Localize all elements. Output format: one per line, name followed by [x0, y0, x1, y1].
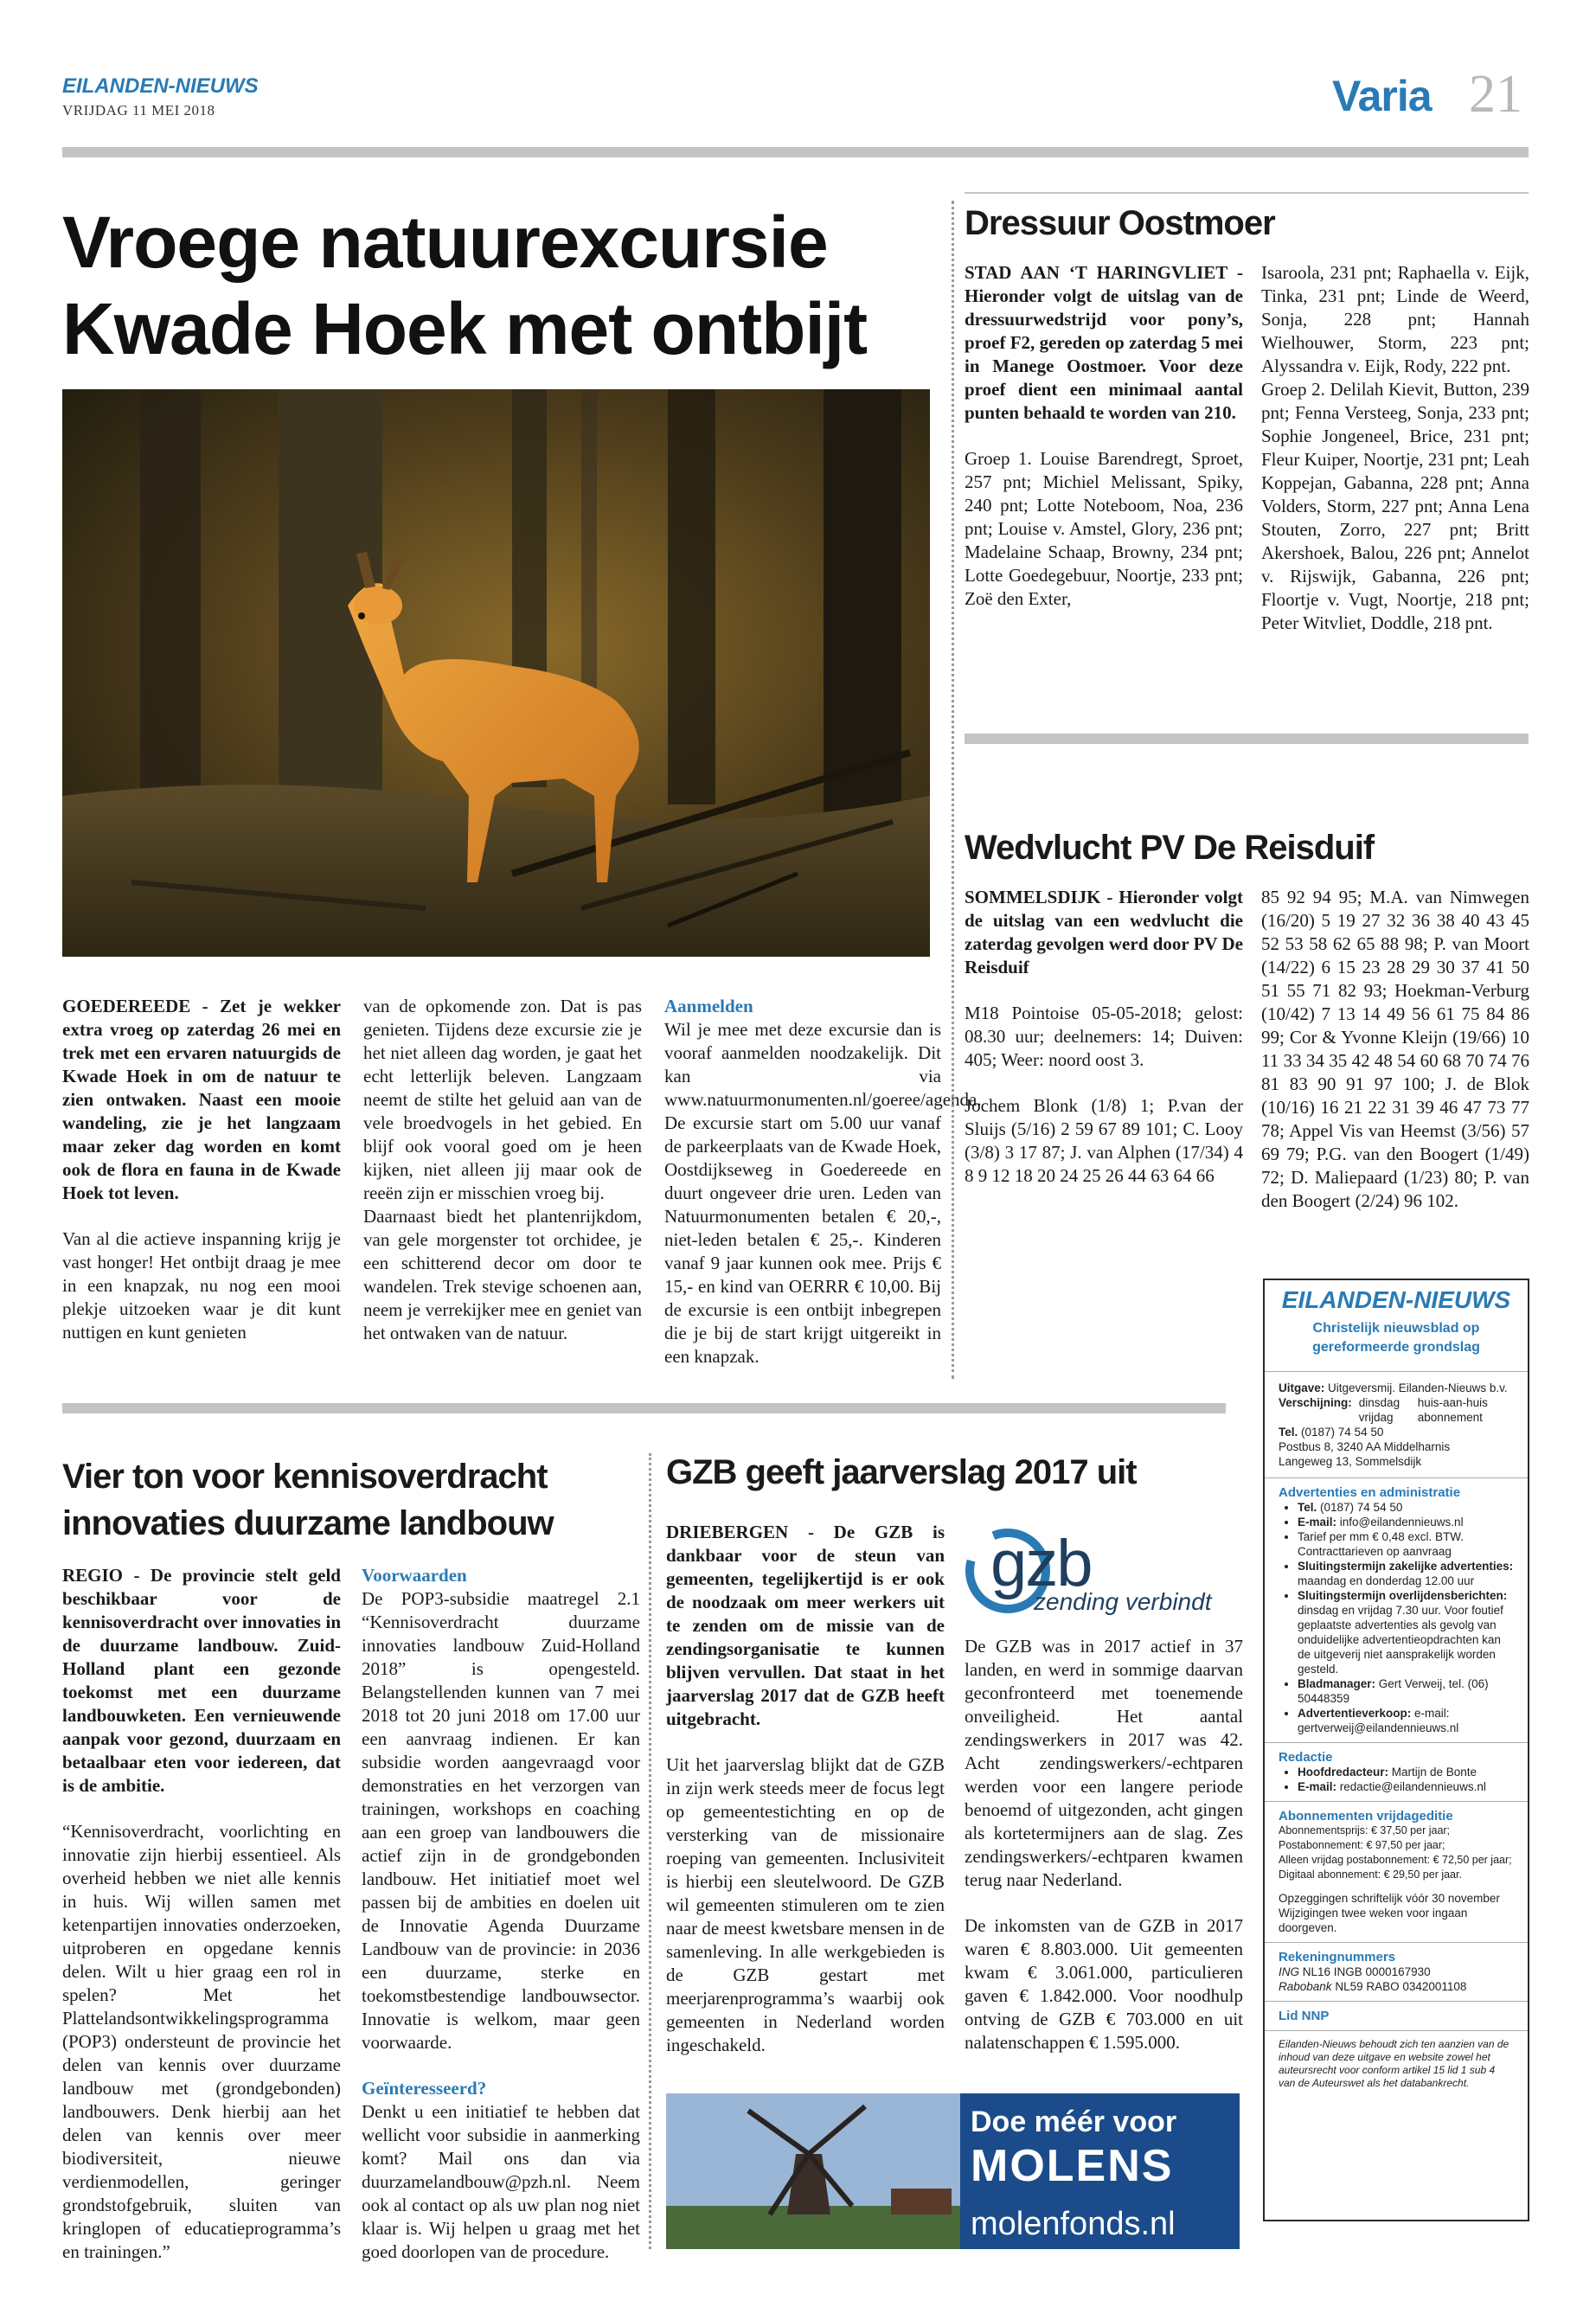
dressuur-col2 [1261, 261, 1529, 635]
dressuur-p2: Isaroola, 231 pnt; Raphaella v. Eijk, Tinka, 231 pnt; Linde de Weerd, Sonja, 228 pnt; Hannah Wielhouwer, Storm, 223 pnt; Alyssandra v. Eijk, Rody, 222 pnt. [1261, 262, 1529, 376]
colofon-adv-heading: Advertenties en administratie [1279, 1485, 1461, 1500]
colofon-disclaimer: Eilanden-Nieuws behoudt zich ten aanzien van de inhoud van deze uitgave en website zowel het auteursrecht voor conform artikel 15 lid 1 sub 4 van de Auteurswet als het databankrecht. [1279, 2038, 1509, 2089]
colofon-rek2: Rabobank NL59 RABO 0342001108 [1279, 1980, 1467, 1993]
kennis-subhead1: Voorwaarden [362, 1565, 467, 1586]
colofon-verschijning [1279, 1395, 1514, 1425]
colofon-rek-heading: Rekeningnummers [1279, 1950, 1396, 1965]
section-title: Varia [1332, 72, 1432, 120]
colofon-address2: Langeweg 13, Sommelsdijk [1279, 1455, 1422, 1468]
colofon-uitgave [1279, 1381, 1514, 1395]
colofon-adv-item: • Sluitingstermijn overlijdensberichten: dinsdag en vrijdag 7.30 uur. Voor foutief geplaatste advertenties als gevolg van onduidelijke advertentieopdrachten kan de uitgeverij niet aansprakelijk worden gesteld. [1298, 1588, 1514, 1676]
kennis-lead-text: - De provincie stelt geld beschikbaar voor de kennisoverdracht over innovaties in de duurzame landbouw. Zuid-Holland plant een gezonde toekomst met een duurzame landbouwketen. Een vernieuwende aanpak voor gezond, duurzaam en betaalbaar eten voor iedereen, dat is de ambitie. [62, 1565, 341, 1796]
colofon-adv-list [1279, 1500, 1514, 1735]
kennis-lead [62, 1564, 341, 1798]
colofon-tagline: Christelijk nieuwsblad op gereformeerde grondslag [1312, 1321, 1480, 1355]
deer-col1 [62, 995, 341, 1344]
colofon-opzeg2: Wijzigingen twee weken voor ingaan doorgeven. [1279, 1907, 1468, 1934]
deer-title-line2: Kwade Hoek met ontbijt [62, 288, 868, 369]
kennis-p1: “Kennisoverdracht, voorlichting en innovatie zijn hierbij essentieel. Als overheid hebben we niet alle kennis in huis. Wij willen samen met ketenpartijen innovaties onderzoeken, uitproberen en opgedane kennis delen. Wilt u hier graag een rol in spelen? Met het Plattelandsontwikkelingsprogramma (POP3) ondersteunt de provincie het delen van kennis over duurzame landbouw met (grondgebonden) landbouwers. Denk hierbij aan het delen van kennis over meer biodiversiteit, nieuwe verdienmodellen, geringer grondstofgebruik, sluiten van kringlopen of educatieprogramma’s en trainingen.” [62, 1821, 341, 2262]
deer-col3 [664, 995, 982, 1368]
colofon-adv-item: • Sluitingstermijn zakelijke advertenties: maandag en donderdag 12.00 uur [1298, 1559, 1514, 1588]
colofon-tel-text: (0187) 74 54 50 [1298, 1426, 1384, 1439]
deer-lead-place: GOEDEREEDE [62, 996, 191, 1016]
dressuur-col1 [965, 261, 1243, 611]
gzb-lead-text: - De GZB is dankbaar voor de steun van gemeenten, tegelijkertijd is er ook de noodzaak om meer werkers uit te zenden om de missie van de zendingsorganisatie te kunnen blijven vervullen. Dat staat in het jaarverslag 2017 dat de GZB heeft uitgebracht. [666, 1522, 945, 1729]
reisduif-p2: Jochem Blonk (1/8) 1; P.van der Sluijs (5/16) 2 59 67 89 101; C. Looy (3/8) 3 17 87; J. van Alphen (17/34) 4 8 9 12 18 20 24 25 26 44 63 64 66 [965, 1095, 1243, 1186]
reisduif-lead-place: SOMMELSDIJK [965, 887, 1101, 907]
reisduif-col2 [1261, 886, 1529, 1213]
colofon-adv-item: • Tarief per mm € 0,48 excl. BTW. Contracttarieven op aanvraag [1298, 1529, 1514, 1559]
colofon-tel [1279, 1425, 1514, 1439]
molenfonds-ad[interactable] [666, 2093, 1240, 2249]
kennis-p2: De POP3-subsidie maatregel 2.1 “Kennisoverdracht duurzame innovaties landbouw Zuid-Holland 2018” is opengesteld. Belangstellenden kunnen van 7 mei 2018 tot 20 juni 2018 om 17.00 uur een aanvraag indienen. Er kan subsidie worden aangevraagd voor demonstraties en het verzorgen van trainingen, workshops en coaching aan een groep van landbouwers die actief zijn in de grondgebonden landbouw. Het initiatief moet wel passen bij de ambities en doelen uit de Innovatie Agenda Duurzame Landbouw van de provincie: in 2036 een duurzame, sterke en toekomstbestendige landbouwsector. Innovatie is welkom, maar geen voorwaarde. [362, 1588, 640, 2053]
dressuur-lead [965, 261, 1243, 425]
molens-url: molenfonds.nl [971, 2206, 1176, 2242]
molens-line2: MOLENS [971, 2141, 1174, 2191]
molens-line1: Doe méér voor [971, 2106, 1177, 2138]
photo-illustration [62, 389, 930, 957]
colofon-abo-heading: Abonnementen vrijdageditie [1279, 1809, 1453, 1823]
deer-p4: Wil je mee met deze excursie dan is vooraf aanmelden noodzakelijk. Dit kan via www.natuurmonumenten.nl/goeree/agenda. De excursie start om 5.00 uur vanaf de parkeerplaats van de Kwade Hoek, Oostdijkseweg in Goedereede en duurt ongeveer drie uren. Leden van Natuurmonumenten betalen € 20,-, niet-leden betalen € 25,-. Kinderen vanaf 9 jaar kunnen ook mee. Prijs € 15,- en kind van OERRR € 10,00. Bij de excursie is een ontbijt inbegrepen die je bij de start krijgt uitgereikt in een knapzak. [664, 1019, 982, 1367]
kennis-col1 [62, 1564, 341, 2264]
colofon-abo-line: Alleen vrijdag postabonnement: € 72,50 per jaar; [1279, 1854, 1512, 1866]
kennis-col2 [362, 1564, 640, 2264]
colofon-uitgave-text: Uitgeversmij. Eilanden-Nieuws b.v. [1324, 1381, 1508, 1394]
colofon-tel-label: Tel. [1279, 1426, 1298, 1439]
colofon-box [1263, 1279, 1529, 2221]
deer-article [62, 199, 936, 372]
gzb-col1 [666, 1521, 945, 2057]
reisduif-lead-text: - Hieronder volgt de uitslag van een wedvlucht die zaterdag gevolgen werd door PV De Reisduif [965, 887, 1243, 977]
dressuur-title: Dressuur Oostmoer [965, 204, 1275, 242]
colofon-red-item: • Hoofdredacteur: Martijn de Bonte [1298, 1765, 1514, 1779]
deer-subhead: Aanmelden [664, 996, 753, 1016]
colofon-verschijning-days: dinsdag vrijdag [1358, 1396, 1401, 1424]
colofon-adv-item: • E-mail: info@eilandennieuws.nl [1298, 1515, 1514, 1529]
bottom-section-rule [62, 1403, 1226, 1413]
colofon-logo: EILANDEN-NIEUWS [1281, 1286, 1511, 1313]
reisduif-p3: 85 92 94 95; M.A. van Nimwegen (16/20) 5 19 27 32 36 38 40 43 45 52 53 58 62 65 88 98; P. van Moort (14/22) 6 15 23 28 29 30 37 41 50 51 55 71 82 93; Hoekman-Verburg (10/42) 7 13 14 49 56 61 75 84 86 99; Cor & Yvonne Kleijn (19/66) 10 11 33 34 35 42 48 54 60 68 70 74 76 81 83 90 91 97 100; J. de Blok (10/16) 16 21 22 31 39 46 47 73 77 78; Appel Vis van Heemst (3/56) 57 69 79; P.G. van den Boogert (1/49) 72; D. Maliepaard (1/23) 80; P. van den Boogert (2/24) 96 102. [1261, 887, 1529, 1211]
dressuur-lead-place: STAD AAN ‘T HARINGVLIET [965, 262, 1227, 283]
kennis-lead-place: REGIO [62, 1565, 124, 1586]
kennis-title [62, 1453, 554, 1547]
column-divider-1 [952, 201, 954, 1379]
kennis-title-line1: Vier ton voor kennisoverdracht [62, 1458, 548, 1496]
colofon-adv-item: • Advertentieverkoop: e-mail: gertverweij@eilandennieuws.nl [1298, 1706, 1514, 1735]
reisduif-title: Wedvlucht PV De Reisduif [965, 829, 1375, 867]
dressuur-lead-text: - Hieronder volgt de uitslag van de dressuurwedstrijd voor pony’s, proef F2, gereden op zaterdag 5 mei in Manege Oostmoer. Voor deze proef dient een minimaal aantal punten behaald te worden van 210. [965, 262, 1243, 423]
colofon-address1: Postbus 8, 3240 AA Middelharnis [1279, 1440, 1451, 1453]
colofon-rek1: ING NL16 INGB 0000167930 [1279, 1965, 1431, 1978]
dressuur-top-rule [965, 192, 1529, 194]
gzb-title: GZB geeft jaarverslag 2017 uit [666, 1453, 1137, 1491]
gzb-logo-tagline: zending verbindt [1034, 1588, 1212, 1615]
colofon-red-list [1279, 1765, 1514, 1794]
colofon-abo-line: Digitaal abonnement: € 29,50 per jaar. [1279, 1868, 1462, 1881]
deer-title [62, 199, 936, 372]
gzb-col2 [965, 1635, 1243, 2054]
reisduif-p1: M18 Pointoise 05-05-2018; gelost: 08.30 uur; deelnemers: 14; Duiven: 405; Weer: noord oost 3. [965, 1003, 1243, 1070]
ree-in-bos-photo [62, 389, 930, 957]
deer-title-line1: Vroege natuurexcursie [62, 202, 828, 283]
deer-p2: van de opkomende zon. Dat is pas genieten. Tijdens deze excursie zie je het niet alleen dag worden, je gaat het echt letterlijk beleven. Langzaam neemt de stilte het geluid aan van de vele broedvogels in het gebied. En blijf ook vooral goed om je heen kijken, niet alleen jij maar ook de reeën zijn er misschien vroeg bij. [363, 996, 642, 1203]
deer-p3: Daarnaast biedt het plantenrijkdom, van gele morgenster tot orchidee, je een schitterend decor om door te wandelen. Trek stevige schoenen aan, neem je verrekijker mee en geniet van het ontwaken van de natuur. [363, 1206, 642, 1343]
colofon-uitgave-label: Uitgave: [1279, 1381, 1325, 1394]
colofon-verschijning-types: huis-aan-huis abonnement [1417, 1396, 1488, 1424]
kennis-subhead2: Geïnteresseerd? [362, 2078, 487, 2099]
column-divider-2 [649, 1453, 651, 2249]
deer-lead-text: - Zet je wekker extra vroeg op zaterdag 26 mei en trek met een ervaren natuurgids de Kwade Hoek in om de natuur te zien ontwaken. Naast een mooie wandeling, zie je het langzaam maar zeker dag worden en komt ook de flora en fauna in de Kwade Hoek tot leven. [62, 996, 341, 1203]
kennis-title-line2: innovaties duurzame landbouw [62, 1504, 554, 1542]
colofon-opzeg1: Opzeggingen schriftelijk vóór 30 november [1279, 1892, 1500, 1905]
header-rule [62, 147, 1529, 157]
gzb-lead [666, 1521, 945, 1731]
gzb-p2: De GZB was in 2017 actief in 37 landen, en werd in sommige daarvan geconfronteerd met toenemende onveiligheid. Het aantal zendingswerkers in 2017 was 42. Acht zendingswerkers/-echtparen werden voor een langere periode benoemd of uitgezonden, acht gingen als kortetermijners aan de slag. Zes zendingswerkers/-echtparen kwamen terug naar Nederland. [965, 1636, 1243, 1890]
colofon-adv-item: • Bladmanager: Gert Verweij, tel. (06) 50448359 [1298, 1676, 1514, 1706]
reisduif-top-rule [965, 734, 1529, 744]
page-number: 21 [1469, 65, 1522, 124]
kennis-p3: Denkt u een initiatief te hebben dat wellicht voor subsidie in aanmerking komt? Mail ons dan via duurzamelandbouw@pzh.nl. Neem ook al contact op als uw plan nog niet klaar is. Wij helpen u graag met het goed doorlopen van de procedure. [362, 2101, 640, 2262]
colofon-abo-line: Postabonnement: € 97,50 per jaar; [1279, 1839, 1445, 1851]
gzb-logo-text: gzb [990, 1527, 1092, 1600]
colofon-verschijning-label: Verschijning: [1279, 1396, 1352, 1409]
masthead-logo: EILANDEN-NIEUWS [62, 74, 259, 98]
colofon-red-item: • E-mail: redactie@eilandennieuws.nl [1298, 1779, 1514, 1794]
reisduif-lead [965, 886, 1243, 979]
masthead-date: VRIJDAG 11 MEI 2018 [62, 102, 215, 119]
colofon-abo-line: Abonnementsprijs: € 37,50 per jaar; [1279, 1824, 1451, 1836]
gzb-p1: Uit het jaarverslag blijkt dat de GZB in zijn werk steeds meer de focus legt op gemeentestichting en op de versterking van de missionaire roeping van gemeenten. Inclusiviteit is hierbij een sleutelwoord. De GZB wil gemeenten stimuleren om te zien naar de meest kwetsbare mensen in de samenleving. In alle werkgebieden is de GZB gestart met meerjarenprogramma’s waarbij ook gemeenten in Nederland worden ingeschakeld. [666, 1754, 945, 2055]
deer-p1: Van al die actieve inspanning krijg je vast honger! Het ontbijt draag je mee in een knapzak, nu nog een mooi plekje uitzoeken waar je dit kunt nuttigen en kunt genieten [62, 1228, 341, 1343]
colofon-nnp: Lid NNP [1279, 2009, 1330, 2023]
colofon-adv-item: • Tel. (0187) 74 54 50 [1298, 1500, 1514, 1515]
gzb-lead-place: DRIEBERGEN [666, 1522, 789, 1542]
dressuur-p1: Groep 1. Louise Barendregt, Sproet, 257 pnt; Michiel Melissant, Spiky, 240 pnt; Lotte Noteboom, Noa, 236 pnt; Louise v. Amstel, Glory, 236 pnt; Madelaine Schaap, Browny, 234 pnt; Lotte Goedegebuur, Noortje, 233 pnt; Zoë den Exter, [965, 448, 1243, 609]
gzb-logo [965, 1524, 1243, 1619]
reisduif-col1 [965, 886, 1243, 1188]
colofon-red-heading: Redactie [1279, 1750, 1333, 1765]
deer-lead [62, 995, 341, 1205]
dressuur-p3: Groep 2. Delilah Kievit, Button, 239 pnt; Fenna Versteeg, Sonja, 233 pnt; Sophie Jongeneel, Brice, 231 pnt; Fleur Kuiper, Noortje, 231 pnt; Leah Koppejan, Gabanna, 228 pnt; Anna Volders, Storm, 227 pnt; Anna Lena Stouten, Zorro, 227 pnt; Britt Akershoek, Balou, 226 pnt; Annelot v. Rijswijk, Gabanna, 226 pnt; Floortje v. Vugt, Noortje, 218 pnt; Peter Witvliet, Doddle, 218 pnt. [1261, 379, 1529, 633]
gzb-p3: De inkomsten van de GZB in 2017 waren € 8.803.000. Uit gemeenten kwam € 3.061.000, particulieren gaven € 1.842.000. Voor noodhulp ontving de GZB € 703.000 en uit nalatenschappen € 1.595.000. [965, 1915, 1243, 2053]
deer-col2 [363, 995, 642, 1345]
